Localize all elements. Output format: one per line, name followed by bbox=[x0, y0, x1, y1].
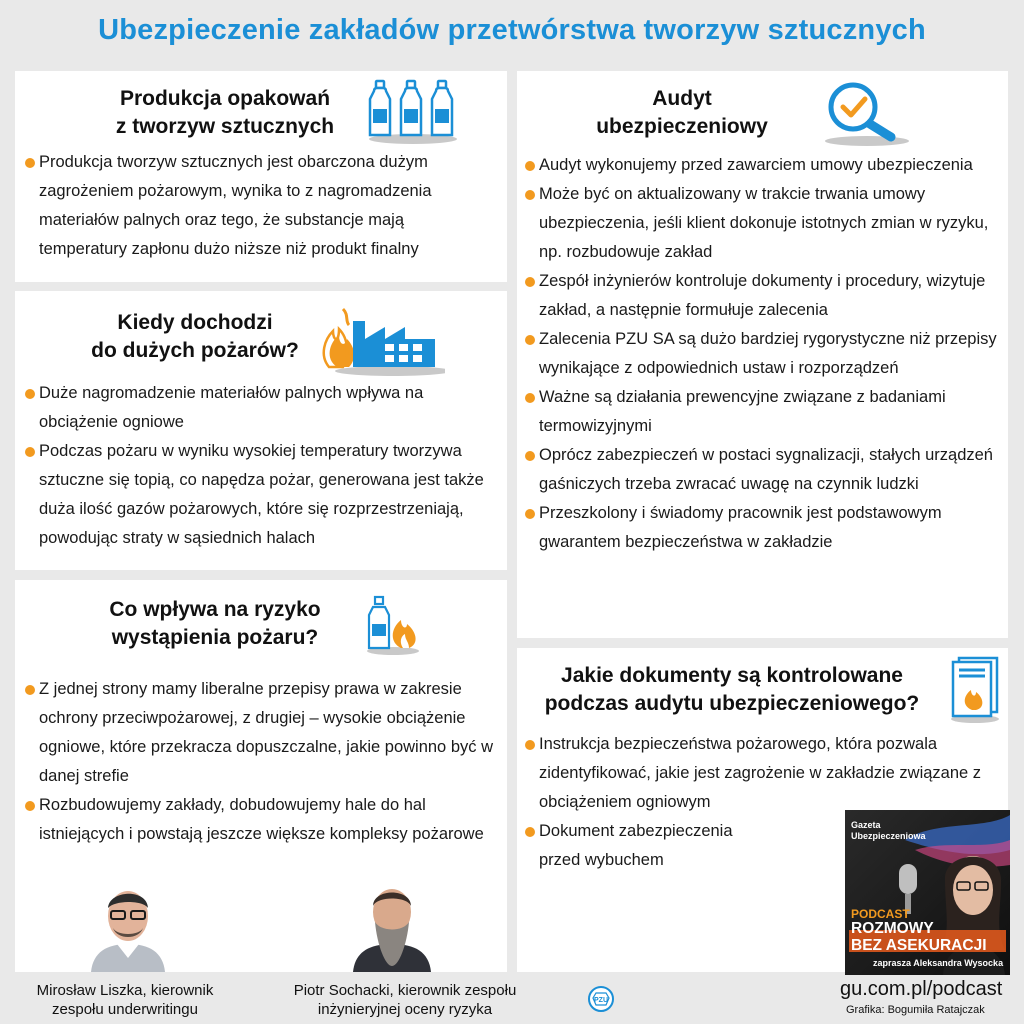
card-production bbox=[15, 71, 507, 282]
card-title-documents bbox=[517, 662, 947, 718]
podcast-brand bbox=[851, 820, 926, 842]
title-line: Produkcja opakowań bbox=[119, 87, 331, 110]
list-item: Produkcja tworzyw sztucznych jest obarczona dużym zagrożeniem pożarowym, wynika to z nagromadzenia materiałów palnych oraz tego, że substancje mają temperatury zapłonu dużo niższe niż produkt finalny bbox=[25, 148, 495, 264]
title-line: do dużych pożarów? bbox=[91, 339, 299, 362]
bullets-risk bbox=[25, 675, 505, 849]
list-item: Przeszkolony i świadomy pracownik jest podstawowym gwarantem bezpieczeństwa w zakładzie bbox=[525, 499, 1003, 557]
title-line: Kiedy dochodzi bbox=[117, 311, 273, 334]
title-line: wystąpienia pożaru? bbox=[111, 626, 319, 649]
plastic-bottles-icon bbox=[363, 79, 463, 145]
graphics-credit: Grafika: Bogumiła Ratajczak bbox=[846, 1004, 985, 1016]
list-item: Może być on aktualizowany w trakcie trwania umowy ubezpieczenia, jeśli klient dokonuje istotnych zmian w ryzyku, np. rozbudowuje zakład bbox=[525, 180, 1003, 267]
podcast-cover[interactable] bbox=[845, 810, 1010, 975]
bullets-fires bbox=[25, 379, 505, 553]
title-line: Co wpływa na ryzyko bbox=[109, 598, 321, 621]
caption-line: zespołu underwritingu bbox=[52, 1001, 198, 1018]
caption-line: Piotr Sochacki, kierownik zespołu bbox=[293, 982, 517, 999]
card-title-audit bbox=[587, 85, 777, 141]
caption-line: Mirosław Liszka, kierownik bbox=[36, 982, 214, 999]
burning-factory-icon bbox=[315, 299, 445, 379]
title-line: Jakie dokumenty są kontrolowane bbox=[561, 664, 903, 687]
person-photo-icon bbox=[87, 878, 169, 972]
list-item: Duże nagromadzenie materiałów palnych wpływa na obciążenie ogniowe bbox=[25, 379, 505, 437]
title-line: Audyt bbox=[652, 87, 712, 110]
caption-sochacki bbox=[262, 981, 548, 1019]
podcast-name bbox=[851, 920, 987, 954]
card-title-risk bbox=[75, 596, 355, 652]
card-title-fires bbox=[55, 309, 335, 365]
podcast-link[interactable]: gu.com.pl/podcast bbox=[840, 978, 1003, 1000]
podcast-invite: zaprasza Aleksandra Wysocka bbox=[873, 958, 1004, 968]
list-item: Zalecenia PZU SA są dużo bardziej rygorystyczne niż przepisy wynikające z odpowiednich ustaw i rozporządzeń bbox=[525, 325, 1003, 383]
pzu-logo-icon bbox=[587, 985, 615, 1013]
person-photo-liszka bbox=[87, 878, 169, 972]
list-item: Oprócz zabezpieczeń w postaci sygnalizacji, stałych urządzeń gaśniczych trzeba zwracać uwagę na czynnik ludzki bbox=[525, 441, 1003, 499]
list-item: Z jednej strony mamy liberalne przepisy prawa w zakresie ochrony przeciwpożarowej, z drugiej – wysokie obciążenie ogniowe, które przekracza dopuszczalne, jakie powinno być w danej strefie bbox=[25, 675, 505, 791]
list-item: Instrukcja bezpieczeństwa pożarowego, która pozwala zidentyfikować, jakie jest zagrożenie w zakładzie związane z obciążeniem ogniowym bbox=[525, 730, 995, 817]
title-line: ubezpieczeniowy bbox=[596, 115, 768, 138]
title-line: podczas audytu ubezpieczeniowego? bbox=[544, 692, 920, 715]
page-title: Ubezpieczenie zakładów przetwórstwa tworzyw sztucznych bbox=[98, 14, 926, 46]
list-item: Ważne są działania prewencyjne związane z badaniami termowizyjnymi bbox=[525, 383, 1003, 441]
name-line: BEZ ASEKURACJI bbox=[851, 937, 987, 954]
brand-line: Gazeta bbox=[851, 820, 881, 830]
fire-document-icon bbox=[947, 654, 1003, 724]
podcast-label: PODCAST bbox=[851, 907, 910, 921]
list-item: Rozbudowujemy zakłady, dobudowujemy hale do hal istniejących i powstają jeszcze większe kompleksy pożarowe bbox=[25, 791, 505, 849]
list-item: Podczas pożaru w wyniku wysokiej temperatury tworzywa sztuczne się topią, co napędza pożar, generowana jest także duża ilość gazów pożarowych, które się rozprzestrzeniają, powodując straty w sąsiednich halach bbox=[25, 437, 505, 553]
magnifier-check-icon bbox=[817, 77, 917, 147]
card-title-production bbox=[75, 85, 375, 141]
list-item: Audyt wykonujemy przed zawarciem umowy ubezpieczenia bbox=[525, 151, 1003, 180]
card-fires bbox=[15, 291, 507, 570]
title-line: z tworzyw sztucznych bbox=[115, 115, 335, 138]
person-photo-sochacki bbox=[349, 878, 435, 972]
card-risk bbox=[15, 580, 507, 972]
bullets-production bbox=[25, 148, 495, 264]
list-item: Dokument zabezpieczenia przed wybuchem bbox=[525, 817, 750, 875]
bottle-fire-icon bbox=[363, 594, 423, 656]
brand-line: Ubezpieczeniowa bbox=[851, 831, 926, 841]
card-audit bbox=[517, 71, 1008, 638]
list-item: Zespół inżynierów kontroluje dokumenty i procedury, wizytuje zakład, a następnie formułuje zalecenia bbox=[525, 267, 1003, 325]
caption-line: inżynieryjnej oceny ryzyka bbox=[317, 1001, 493, 1018]
bullets-audit bbox=[525, 151, 1003, 557]
pzu-logo-text: PZU bbox=[594, 997, 608, 1004]
name-line: ROZMOWY bbox=[851, 920, 934, 937]
caption-liszka bbox=[0, 981, 250, 1019]
person-photo-icon bbox=[349, 878, 435, 972]
